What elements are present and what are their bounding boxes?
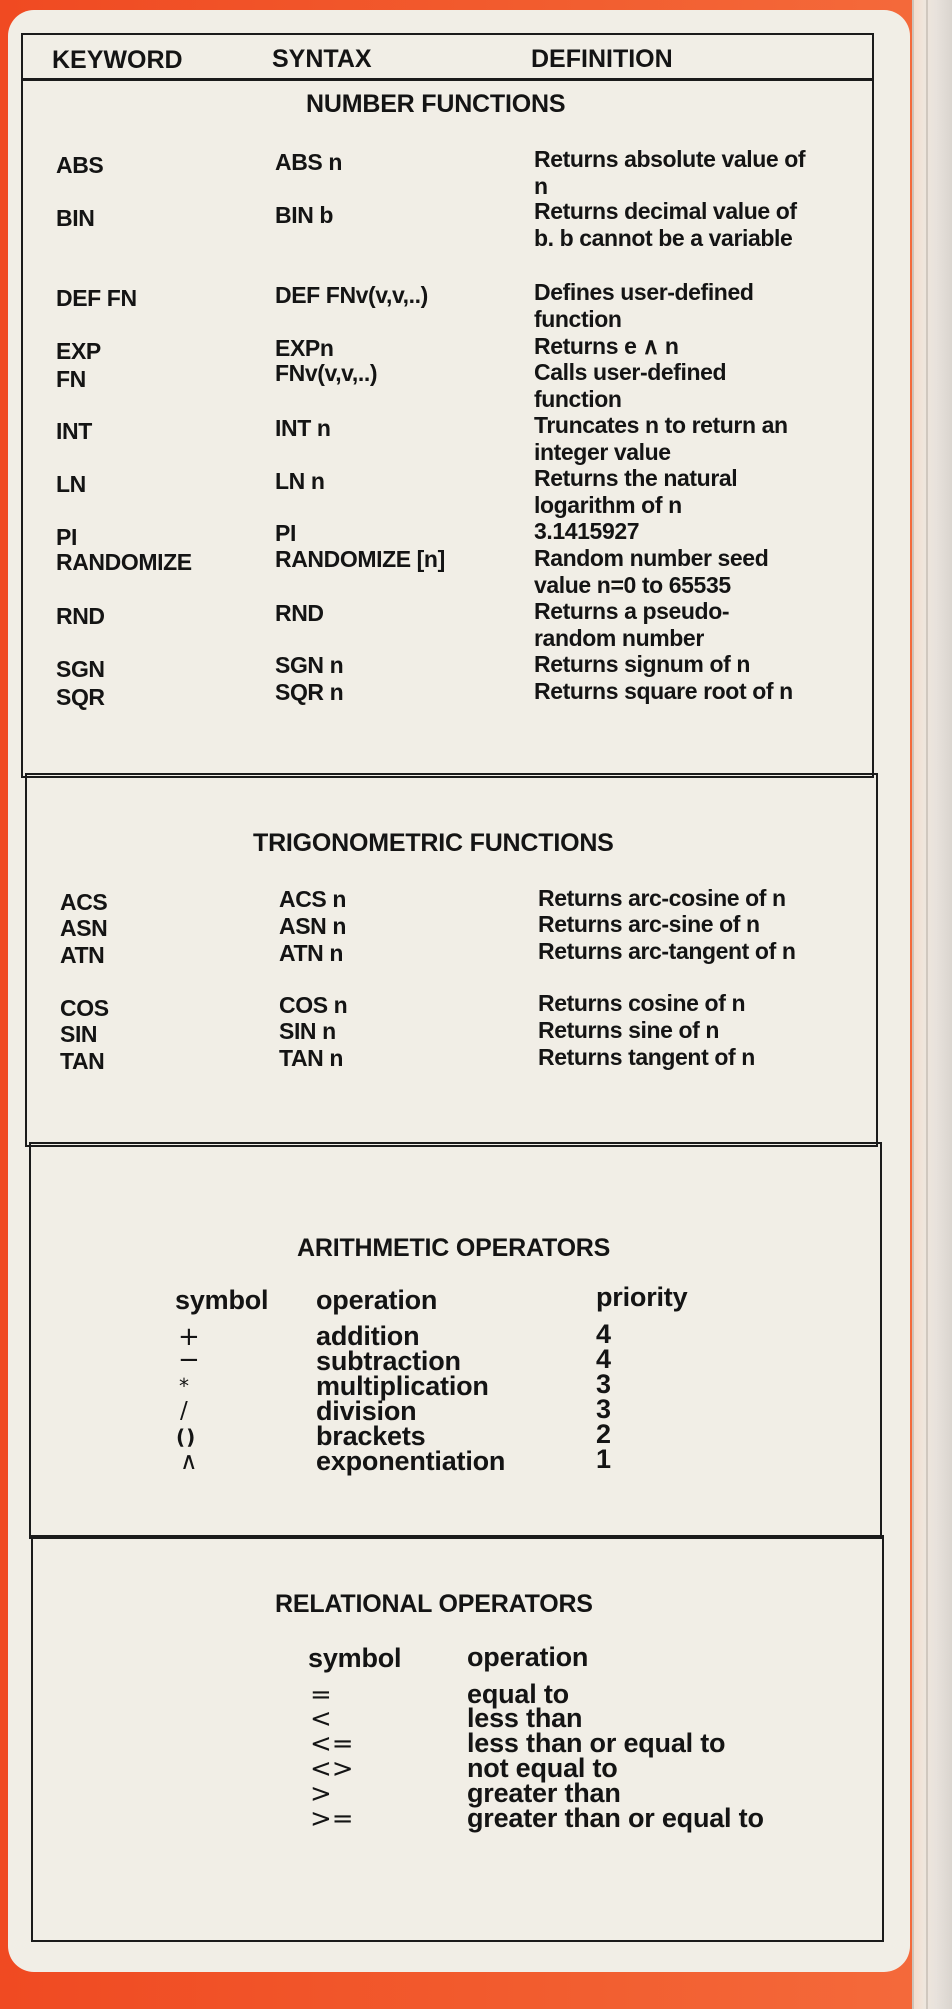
number-syntax: RANDOMIZE [n] (275, 546, 445, 572)
arith-symbol: + (178, 1322, 200, 1352)
section-title-arithmetic-operators: ARITHMETIC OPERATORS (297, 1234, 611, 1262)
rel-operation: greater than (467, 1778, 621, 1808)
trig-definition: Returns tangent of n (538, 1044, 755, 1070)
trig-keyword: SIN (60, 1021, 98, 1047)
number-keyword: LN (56, 471, 86, 497)
number-definition: Returns e ∧ n (534, 333, 679, 359)
trig-syntax: COS n (279, 992, 348, 1018)
number-definition: Returns square root of n (534, 678, 793, 704)
arith-priority: 2 (596, 1419, 611, 1449)
trig-definition: Returns cosine of n (538, 990, 746, 1016)
trig-keyword: TAN (60, 1048, 105, 1074)
number-syntax: SQR n (275, 679, 344, 705)
arith-column-operation: operation (316, 1285, 438, 1315)
trig-syntax: ATN n (279, 940, 344, 966)
number-definition: Calls user-defined function (534, 359, 727, 412)
rel-column-operation: operation (467, 1642, 589, 1672)
rel-operation: less than or equal to (467, 1728, 726, 1758)
arith-priority: 3 (596, 1369, 611, 1399)
number-syntax: INT n (275, 415, 331, 441)
number-keyword: FN (56, 366, 86, 392)
arith-operation: exponentiation (316, 1446, 506, 1476)
binding-crease (926, 0, 928, 2009)
arith-column-priority: priority (596, 1282, 688, 1312)
number-definition: Defines user-defined function (534, 279, 754, 332)
arithmetic-operators-panel (29, 1142, 882, 1539)
number-syntax: RND (275, 600, 324, 626)
arith-symbol: ∧ (180, 1447, 198, 1475)
number-keyword: SGN (56, 656, 105, 682)
number-definition: Returns decimal value of b. b cannot be a variable (534, 198, 797, 251)
number-definition: Returns a pseudo-random number (534, 598, 730, 651)
arith-operation: brackets (316, 1421, 426, 1451)
rel-symbol: > (310, 1779, 332, 1809)
trig-syntax: ACS n (279, 886, 347, 912)
rel-operation: equal to (467, 1679, 569, 1709)
trig-definition: Returns arc-sine of n (538, 911, 760, 937)
trig-definition: Returns arc-tangent of n (538, 938, 796, 964)
section-title-trig-functions: TRIGONOMETRIC FUNCTIONS (253, 829, 614, 857)
number-keyword: RANDOMIZE (56, 549, 192, 575)
rel-symbol: >= (310, 1804, 354, 1834)
column-header-syntax: SYNTAX (272, 45, 372, 73)
arith-operation: division (316, 1396, 417, 1426)
number-keyword: RND (56, 603, 105, 629)
trig-definition: Returns sine of n (538, 1017, 720, 1043)
rel-operation: greater than or equal to (467, 1803, 764, 1833)
rel-symbol: < (310, 1704, 332, 1734)
number-syntax: EXPn (275, 335, 334, 361)
arith-symbol: ( ) (176, 1425, 193, 1449)
arith-priority: 1 (596, 1444, 611, 1474)
card-binding-edge (912, 0, 952, 2009)
number-keyword: DEF FN (56, 285, 137, 311)
rel-symbol: <= (310, 1729, 354, 1759)
trig-keyword: ATN (60, 942, 105, 968)
arith-symbol: * (179, 1374, 189, 1398)
rel-symbol: <> (310, 1754, 354, 1784)
number-keyword: SQR (56, 684, 105, 710)
arith-symbol: − (178, 1345, 200, 1375)
number-keyword: PI (56, 524, 77, 550)
number-syntax: LN n (275, 468, 325, 494)
number-syntax: PI (275, 520, 296, 546)
number-keyword: EXP (56, 338, 101, 364)
arith-operation: addition (316, 1321, 420, 1351)
trig-syntax: TAN n (279, 1045, 344, 1071)
number-definition: Returns the natural logarithm of n (534, 465, 738, 518)
number-syntax: FNv(v,v,..) (275, 360, 378, 386)
number-definition: Returns absolute value of n (534, 146, 806, 199)
number-syntax: ABS n (275, 149, 343, 175)
number-syntax: SGN n (275, 652, 344, 678)
trig-definition: Returns arc-cosine of n (538, 885, 786, 911)
number-keyword: INT (56, 418, 92, 444)
arith-column-symbol: symbol (175, 1285, 269, 1315)
trig-keyword: ASN (60, 915, 108, 941)
arith-priority: 4 (596, 1319, 611, 1349)
rel-column-symbol: symbol (308, 1643, 402, 1673)
trig-syntax: ASN n (279, 913, 347, 939)
column-header-definition: DEFINITION (531, 45, 673, 73)
trig-keyword: COS (60, 995, 109, 1021)
arith-operation: multiplication (316, 1371, 489, 1401)
rel-operation: not equal to (467, 1753, 618, 1783)
number-keyword: ABS (56, 152, 104, 178)
number-keyword: BIN (56, 205, 95, 231)
arith-operation: subtraction (316, 1346, 461, 1376)
number-definition: Random number seed value n=0 to 65535 (534, 545, 769, 598)
section-title-number-functions: NUMBER FUNCTIONS (306, 90, 566, 118)
section-title-relational-operators: RELATIONAL OPERATORS (275, 1590, 593, 1618)
arith-priority: 3 (596, 1394, 611, 1424)
arith-priority: 4 (596, 1344, 611, 1374)
trig-syntax: SIN n (279, 1018, 336, 1044)
number-definition: Returns signum of n (534, 651, 751, 677)
number-definition: 3.1415927 (534, 518, 640, 544)
column-header-keyword: KEYWORD (52, 46, 183, 74)
rel-symbol: = (310, 1680, 332, 1710)
arith-symbol: / (180, 1398, 188, 1424)
number-syntax: BIN b (275, 202, 334, 228)
number-definition: Truncates n to return an integer value (534, 412, 788, 465)
header-divider (23, 78, 872, 81)
rel-operation: less than (467, 1703, 583, 1733)
trig-keyword: ACS (60, 889, 108, 915)
number-syntax: DEF FNv(v,v,..) (275, 282, 428, 308)
